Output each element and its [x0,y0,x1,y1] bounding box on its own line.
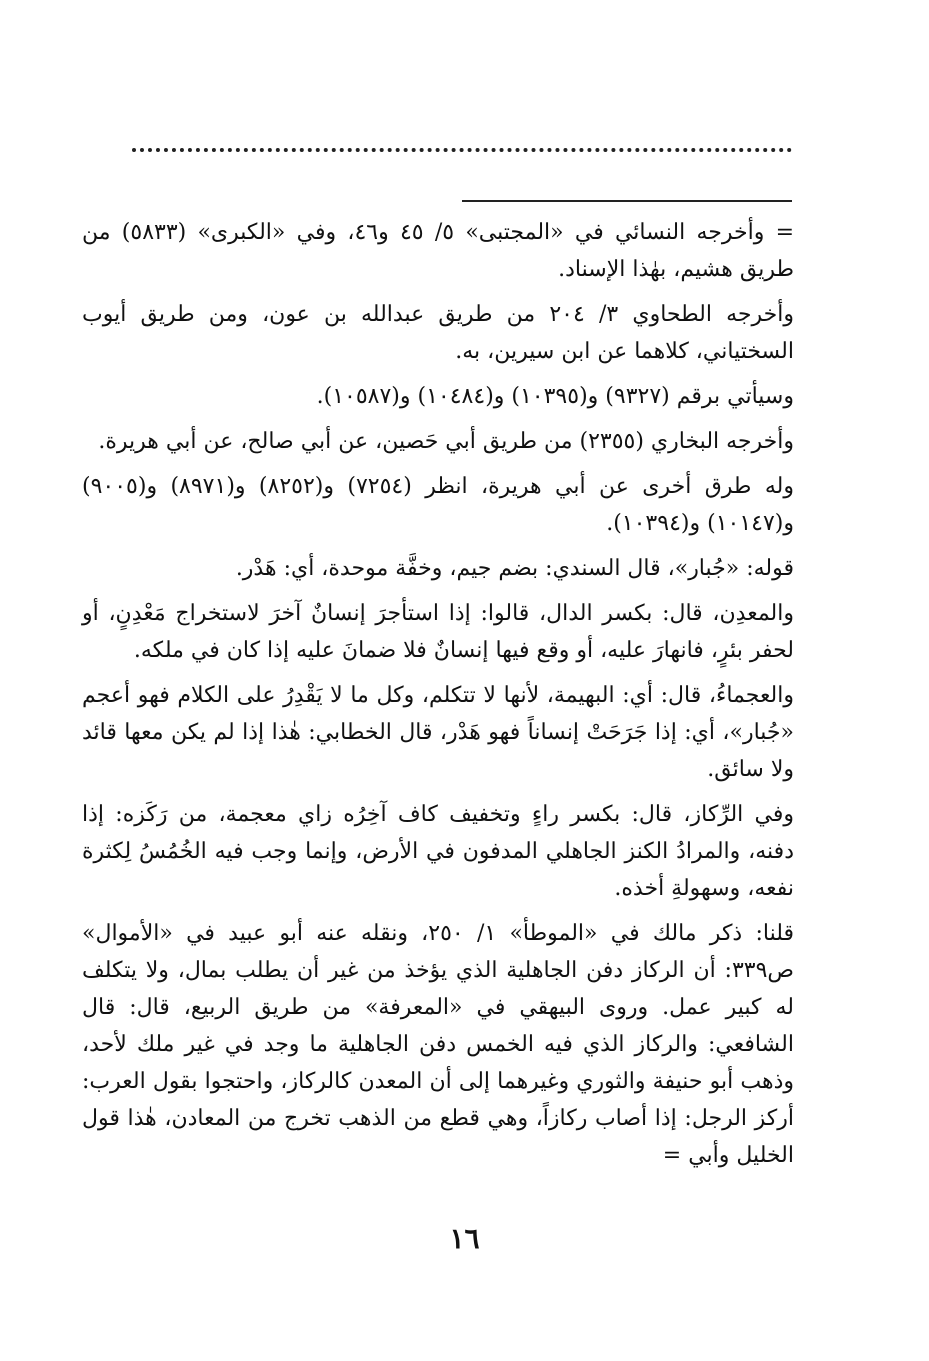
paragraph: والمعدِن، قال: بكسر الدال، قالوا: إذا استأجرَ إنسانٌ آخرَ لاستخراج مَعْدِنٍ، أو لحفر بئرٍ، فانهارَ عليه، أو وقع فيها إنسانٌ فلا ضمانَ عليه إذا كان في ملكه. [82,601,794,663]
paragraph: وفي الرِّكاز، قال: بكسر راءٍ وتخفيف كاف آخِرُه زاي معجمة، من رَكَزه: إذا دفنه، والمرادُ الكنز الجاهلي المدفون في الأرض، وإنما وجب فيه الخُمُسُ لِكثرة نفعه، وسهولةِ أخذه. [82,802,794,901]
page-number: ١٦ [449,1222,480,1255]
paragraph: وله طرق أخرى عن أبي هريرة، انظر (٧٢٥٤) و(٨٢٥٢) و(٨٩٧١) و(٩٠٠٥) و(١٠١٤٧) و(١٠٣٩٤). [82,474,794,536]
paragraph: والعجماءُ، قال: أي: البهيمة، لأنها لا تتكلم، وكل ما لا يَقْدِرُ على الكلام فهو أعجم «جُبار»، أي: إذا جَرَحَتْ إنساناً فهو هَدْر، قال الخطابي: هٰذا إذا لم يكن معها قائد ولا سائق. [82,683,794,782]
footnote-body [82,214,794,1174]
paragraph: قلنا: ذكر مالك في «الموطأ» ١/ ٢٥٠، ونقله عنه أبو عبيد في «الأموال» ص٣٣٩: أن الركاز دفن الجاهلية الذي يؤخذ من غير أن يطلب بمال، ولا يتكلف له كبير عمل. وروى البيهقي في «المعرفة» من طريق الربيع، قال: قال الشافعي: والركاز الذي فيه الخمس دفن الجاهلية ما وجد في غير ملك لأحد، وذهب أبو حنيفة والثوري وغيرهما إلى أن المعدن كالركاز، واحتجوا بقول العرب: أركز الرجل: إذا أصاب ركازاً، وهي قطع من الذهب تخرج من المعادن، هٰذا قول الخليل وأبي = [82,921,795,1168]
footnote-rule [462,200,792,202]
paragraph: قوله: «جُبار»، قال السندي: بضم جيم، وخفَّة موحدة، أي: هَدْر. [235,556,794,581]
paragraph: = وأخرجه النسائي في «المجتبى» ٥/ ٤٥ و٤٦، وفي «الكبرى» (٥٨٣٣) من طريق هشيم، بهٰذا الإسناد. [82,220,795,282]
paragraph: وأخرجه الطحاوي ٣/ ٢٠٤ من طريق عبدالله بن عون، ومن طريق أيوب السختياني، كلاهما عن ابن سيرين، به. [82,302,795,364]
dotted-separator [132,148,792,162]
paragraph: وأخرجه البخاري (٢٣٥٥) من طريق أبي حَصين، عن أبي صالح، عن أبي هريرة. [98,429,794,454]
paragraph: وسيأتي برقم (٩٣٢٧) و(١٠٣٩٥) و(١٠٤٨٤) و(١٠٥٨٧). [316,384,794,409]
